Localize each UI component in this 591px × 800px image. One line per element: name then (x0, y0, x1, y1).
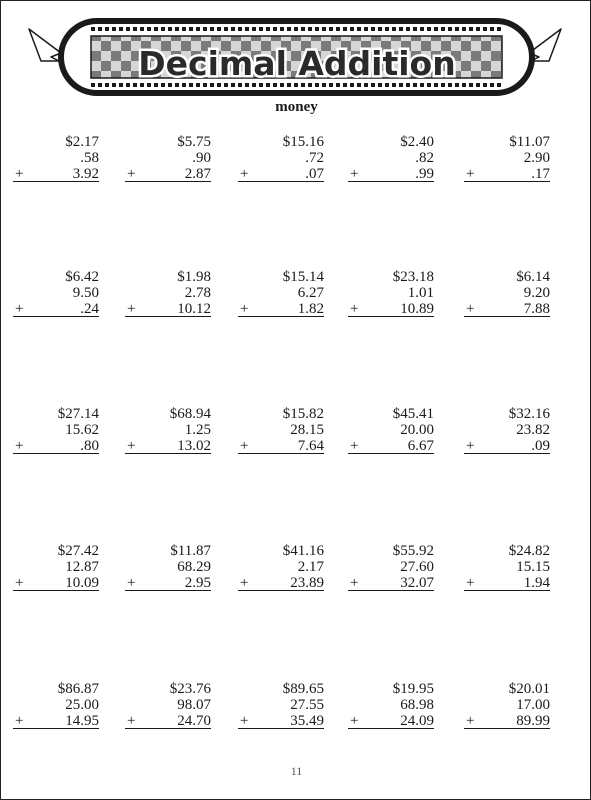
addend-3 (125, 301, 211, 317)
addend-value: 1.94 (523, 575, 550, 591)
plus-sign: + (127, 166, 136, 182)
addend-value: 24.70 (177, 713, 211, 729)
addend-2 (464, 559, 550, 575)
addend-1 (238, 134, 324, 150)
addition-problem (125, 681, 211, 729)
plus-sign: + (127, 575, 136, 591)
addend-2 (348, 559, 434, 575)
addition-problem (238, 134, 324, 182)
problem-row (1, 406, 591, 472)
addend-value: .24 (80, 301, 99, 317)
addend-3 (464, 438, 550, 454)
addend-value: $86.87 (57, 681, 99, 697)
addend-2 (238, 422, 324, 438)
plus-sign: + (350, 713, 359, 729)
addition-problem (13, 134, 99, 182)
addend-3 (464, 301, 550, 317)
addend-value: .17 (531, 166, 550, 182)
addend-value: $15.16 (282, 134, 324, 150)
plus-sign: + (127, 438, 136, 454)
addend-value: 10.12 (177, 301, 211, 317)
addend-2 (464, 422, 550, 438)
addend-value: 27.60 (400, 559, 434, 575)
addend-1 (464, 269, 550, 285)
addend-value: $68.94 (169, 406, 211, 422)
addend-value: 7.64 (297, 438, 324, 454)
addend-3 (238, 301, 324, 317)
addend-value: 9.20 (523, 285, 550, 301)
addend-value: $89.65 (282, 681, 324, 697)
addend-value: $45.41 (392, 406, 434, 422)
addend-1 (13, 543, 99, 559)
addition-problem (13, 543, 99, 591)
addend-value: $15.82 (282, 406, 324, 422)
addend-value: 7.88 (523, 301, 550, 317)
addition-problem (13, 269, 99, 317)
addend-2 (125, 150, 211, 166)
problem-row (1, 681, 591, 747)
addend-value: $23.18 (392, 269, 434, 285)
addend-2 (125, 285, 211, 301)
addend-1 (13, 269, 99, 285)
addend-value: .58 (80, 150, 99, 166)
addend-1 (348, 134, 434, 150)
addend-value: 10.89 (400, 301, 434, 317)
addend-3 (348, 438, 434, 454)
addend-value: 10.09 (65, 575, 99, 591)
plus-sign: + (350, 166, 359, 182)
addend-3 (348, 301, 434, 317)
plus-sign: + (466, 301, 475, 317)
plus-sign: + (466, 575, 475, 591)
addend-value: 6.27 (297, 285, 324, 301)
addend-2 (125, 422, 211, 438)
addend-value: 27.55 (290, 697, 324, 713)
addend-value: $15.14 (282, 269, 324, 285)
addend-value: $6.14 (516, 269, 550, 285)
addend-2 (13, 285, 99, 301)
addition-problem (125, 543, 211, 591)
addition-problem (464, 269, 550, 317)
addend-value: $23.76 (169, 681, 211, 697)
addend-value: $19.95 (392, 681, 434, 697)
addend-value: 2.95 (184, 575, 211, 591)
addend-value: .80 (80, 438, 99, 454)
addend-1 (125, 134, 211, 150)
addend-value: 1.01 (407, 285, 434, 301)
addend-value: 9.50 (72, 285, 99, 301)
addition-problem (348, 269, 434, 317)
addend-value: .82 (415, 150, 434, 166)
addend-value: 25.00 (65, 697, 99, 713)
addend-value: 98.07 (177, 697, 211, 713)
addend-value: .90 (192, 150, 211, 166)
addend-value: .09 (531, 438, 550, 454)
problem-row (1, 134, 591, 200)
addend-1 (464, 543, 550, 559)
addend-3 (13, 166, 99, 182)
addend-value: 1.82 (297, 301, 324, 317)
addend-value: 32.07 (400, 575, 434, 591)
plus-sign: + (15, 301, 24, 317)
plus-sign: + (466, 166, 475, 182)
addend-value: 15.62 (65, 422, 99, 438)
addend-1 (13, 406, 99, 422)
addend-value: 6.67 (407, 438, 434, 454)
addend-1 (348, 681, 434, 697)
addition-problem (348, 681, 434, 729)
plus-sign: + (15, 166, 24, 182)
addend-value: 23.89 (290, 575, 324, 591)
addend-value: 14.95 (65, 713, 99, 729)
addition-problem (238, 269, 324, 317)
addend-value: $11.87 (170, 543, 211, 559)
addend-2 (348, 697, 434, 713)
addend-1 (238, 681, 324, 697)
addend-2 (238, 559, 324, 575)
plus-sign: + (127, 713, 136, 729)
addend-1 (125, 543, 211, 559)
addend-3 (13, 575, 99, 591)
plus-sign: + (240, 166, 249, 182)
addend-value: 89.99 (516, 713, 550, 729)
addend-1 (238, 406, 324, 422)
addend-1 (348, 543, 434, 559)
addend-value: $27.42 (57, 543, 99, 559)
addend-value: 2.17 (297, 559, 324, 575)
addend-value: $55.92 (392, 543, 434, 559)
addend-3 (13, 301, 99, 317)
plus-sign: + (466, 713, 475, 729)
page-number: 11 (290, 764, 303, 778)
addend-value: $6.42 (65, 269, 99, 285)
page-title: Decimal Addition (138, 44, 456, 83)
addend-1 (13, 681, 99, 697)
addition-problem (238, 406, 324, 454)
addend-2 (13, 697, 99, 713)
addend-value: $11.07 (509, 134, 550, 150)
addend-value: .99 (415, 166, 434, 182)
plus-sign: + (240, 438, 249, 454)
addition-problem (13, 406, 99, 454)
addend-1 (13, 134, 99, 150)
addend-2 (348, 150, 434, 166)
addend-1 (348, 269, 434, 285)
addend-1 (464, 681, 550, 697)
addend-3 (238, 713, 324, 729)
addend-2 (125, 559, 211, 575)
addition-problem (238, 543, 324, 591)
addend-1 (464, 134, 550, 150)
addend-value: $2.17 (65, 134, 99, 150)
addend-value: 28.15 (290, 422, 324, 438)
addition-problem (464, 406, 550, 454)
addend-3 (125, 575, 211, 591)
addend-2 (238, 285, 324, 301)
addend-3 (125, 713, 211, 729)
plus-sign: + (350, 438, 359, 454)
addend-2 (348, 422, 434, 438)
addend-value: 68.98 (400, 697, 434, 713)
addend-value: $20.01 (508, 681, 550, 697)
addend-3 (13, 713, 99, 729)
plus-sign: + (240, 575, 249, 591)
addend-value: $2.40 (400, 134, 434, 150)
plus-sign: + (350, 575, 359, 591)
addition-problem (348, 543, 434, 591)
addend-value: 2.87 (184, 166, 211, 182)
addend-value: $5.75 (177, 134, 211, 150)
addition-problem (348, 406, 434, 454)
addend-value: 2.78 (184, 285, 211, 301)
plus-sign: + (15, 575, 24, 591)
title-banner (1, 1, 591, 111)
plus-sign: + (350, 301, 359, 317)
addend-value: 15.15 (516, 559, 550, 575)
addend-2 (238, 697, 324, 713)
addend-2 (13, 150, 99, 166)
addend-2 (125, 697, 211, 713)
addend-value: 23.82 (516, 422, 550, 438)
plus-sign: + (15, 713, 24, 729)
plus-sign: + (240, 713, 249, 729)
addend-value: 1.25 (184, 422, 211, 438)
addend-3 (238, 575, 324, 591)
addend-value: 20.00 (400, 422, 434, 438)
addend-2 (238, 150, 324, 166)
addition-problem (125, 134, 211, 182)
addend-1 (125, 269, 211, 285)
addend-3 (125, 438, 211, 454)
addend-3 (238, 166, 324, 182)
addend-3 (464, 713, 550, 729)
addend-2 (464, 697, 550, 713)
addend-1 (125, 681, 211, 697)
addition-problem (348, 134, 434, 182)
addition-problem (464, 681, 550, 729)
addend-2 (464, 150, 550, 166)
addend-1 (238, 543, 324, 559)
addition-problem (13, 681, 99, 729)
addend-value: $32.16 (508, 406, 550, 422)
addend-3 (464, 575, 550, 591)
addend-3 (348, 166, 434, 182)
addend-1 (464, 406, 550, 422)
plus-sign: + (466, 438, 475, 454)
addend-value: 24.09 (400, 713, 434, 729)
addend-value: $24.82 (508, 543, 550, 559)
addend-2 (13, 559, 99, 575)
addition-problem (125, 269, 211, 317)
plus-sign: + (240, 301, 249, 317)
addend-value: $27.14 (57, 406, 99, 422)
addend-value: 12.87 (65, 559, 99, 575)
addend-3 (125, 166, 211, 182)
addend-value: 68.29 (177, 559, 211, 575)
addend-1 (348, 406, 434, 422)
addition-problem (464, 543, 550, 591)
addend-value: 17.00 (516, 697, 550, 713)
problem-row (1, 543, 591, 609)
addend-2 (13, 422, 99, 438)
addend-1 (238, 269, 324, 285)
page-subtitle: money (275, 99, 318, 115)
addend-2 (464, 285, 550, 301)
addend-3 (13, 438, 99, 454)
addend-value: $1.98 (177, 269, 211, 285)
addend-3 (464, 166, 550, 182)
addend-3 (348, 713, 434, 729)
addend-value: 2.90 (523, 150, 550, 166)
problem-row (1, 269, 591, 335)
addend-2 (348, 285, 434, 301)
addend-value: 35.49 (290, 713, 324, 729)
plus-sign: + (127, 301, 136, 317)
addition-problem (464, 134, 550, 182)
addend-3 (238, 438, 324, 454)
addend-value: .07 (305, 166, 324, 182)
addend-3 (348, 575, 434, 591)
addend-value: 3.92 (72, 166, 99, 182)
addend-1 (125, 406, 211, 422)
addend-value: .72 (305, 150, 324, 166)
plus-sign: + (15, 438, 24, 454)
addend-value: 13.02 (177, 438, 211, 454)
addend-value: $41.16 (282, 543, 324, 559)
addition-problem (125, 406, 211, 454)
addition-problem (238, 681, 324, 729)
